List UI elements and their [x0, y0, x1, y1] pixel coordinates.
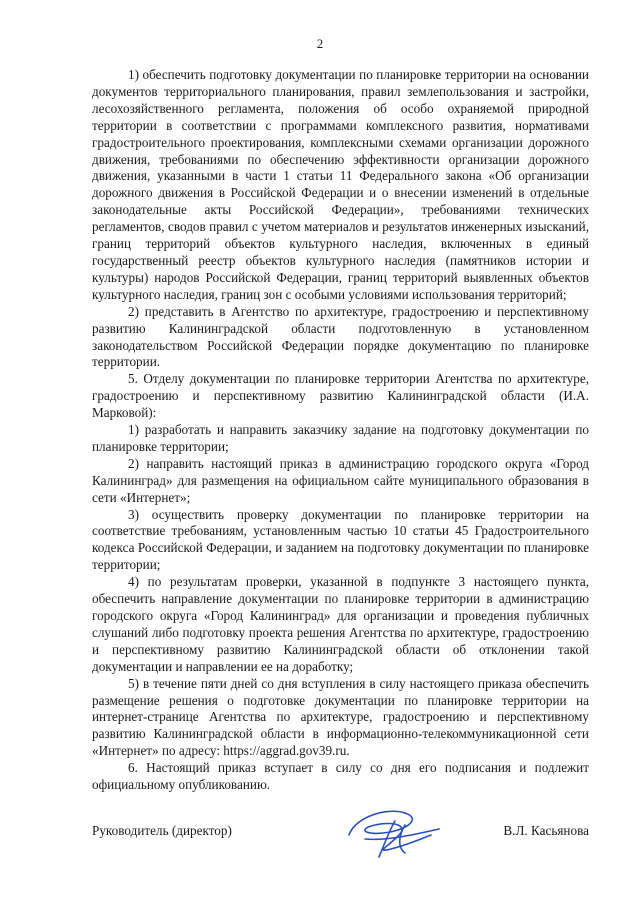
document-body [92, 67, 589, 794]
paragraph-5-1: 1) разработать и направить заказчику задание на подготовку документации по планировке территории; [92, 422, 589, 454]
signatory-position: Руководитель (директор) [92, 823, 232, 838]
paragraph-item-2-submit: 2) представить в Агентство по архитектуре, градостроению и перспективному развитию Калининградской области подготовленную в установленном законодательством Российской Федерации порядке документацию по планировке территории. [92, 303, 589, 370]
paragraph-5-4: 4) по результатам проверки, указанной в подпункте 3 настоящего пункта, обеспечить направление документации по планировке территории в администрацию городского округа «Город Калининград» для организации и проведения публичных слушаний либо подготовку проекта решения Агентства по архитектуре, градостроению и перспективному развитию Калининградской области об отклонении такой документации и направлении ее на доработку; [92, 574, 589, 674]
paragraph-5-3: 3) осуществить проверку документации по планировке территории на соответствие требованиям, установленным частью 10 статьи 45 Градостроительного кодекса Российской Федерации, и заданием на подготовку документации по планировке территории; [92, 506, 589, 573]
paragraph-section-5: 5. Отделу документации по планировке территории Агентства по архитектуре, градостроению и перспективному развитию Калининградской области (И.А. Марковой): [92, 371, 589, 421]
paragraph-5-5: 5) в течение пяти дней со дня вступления в силу настоящего приказа обеспечить размещение решения о подготовке документации по планировке территории на интернет-странице Агентства по архитектуре, градостроению и перспективному развитию Калининградской области в информационно-телекоммуникационной сети «Интернет» по адресу: https://aggrad.gov39.ru. [92, 675, 589, 759]
paragraph-5-2: 2) направить настоящий приказ в администрацию городского округа «Город Калининград» для размещения на официальном сайте муниципального образования в сети «Интернет»; [92, 455, 589, 505]
signatory-name: В.Л. Касьянова [503, 823, 589, 838]
page-number: 2 [316, 36, 324, 51]
paragraph-section-6: 6. Настоящий приказ вступает в силу со дня его подписания и подлежит официальному опубликованию. [92, 760, 589, 793]
handwritten-signature [335, 795, 445, 865]
paragraph-item-1-obligations: 1) обеспечить подготовку документации по планировке территории на основании документов территориального планирования, правил землепользования и застройки, лесохозяйственного регламента, положения об особо охраняемой природной территории в соответствии с программами комплексного развития, нормативами градостроительного проектирования, комплексными схемами организации дорожного движения, требованиями по обеспечению эффективности организации дорожного движения, указанными в части 1 статьи 11 Федерального закона «Об организации дорожного движения в Российской Федерации и о внесении изменений в отдельные законодательные акты Российской Федерации», требованиями технических регламентов, сводов правил с учетом материалов и результатов инженерных изысканий, границ территорий объектов культурного наследия, включенных в единый государственный реестр объектов культурного наследия (памятников истории и культуры) народов Российской Федерации, границ территорий выявленных объектов культурного наследия, границ зон с особыми условиями использования территорий; [92, 67, 589, 302]
